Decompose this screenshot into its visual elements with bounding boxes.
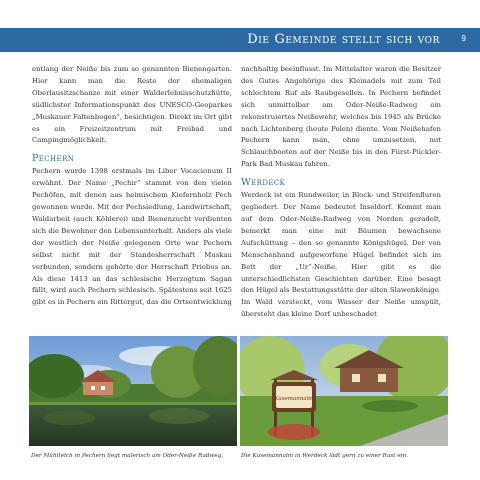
werdeck-paragraph: Werdeck ist ein Rundweiler, in Block- und Streifenfluren gegliedert. Der Name bedeutet Inseldorf. Kommt man auf dem Oder-Neiße-Radweg von Norden geradelt, bemerkt man eine mit Bäumen bewachsene Aufschüttung – den so genannte Königshügel. Der von Menschenhand aufgeworfene Hügel befindet sich im Bett der „Ur“-Neiße. Hier gibt es die unterschiedlichsten Geschichten darüber. Eine besagt den Hügel als Bestattungsstätte der alten Slawenkönige. Im Wald versteckt, vom Wasser der Neiße umspült, übersteht das kleine Dorf unbeschadet [241,191,441,319]
chapter-title: Die Gemeinde stellt sich vor [247,32,440,47]
sign-text: Kasemannalm [274,396,314,402]
pechern-paragraph: Pechern wurde 1398 erstmals im Liber Vocacionum II erwähnt. Der Name „Pechir“ stammt von den vielen Pechöfen, mit denen aus heimischem Kiefernholz Pech gewonnen wurde. Mit der Pechsiedlung, Landwirtschaft, Waldarbeit (auch Köhlerei) und Bienenzucht verdienten sich die Bewohner den Lebensunterhalt. Anders als viele der westlich der Neiße gelegenen Orte war Pechern selbst nicht mit der Standesherrschaft Muskau verbunden, sondern gehörte der Herrschaft Priebus an. Als diese 1413 an das schlesische Herzogtum Sagan fällt, wird auch Pechern schlesisch. Spätestens seit 1625 gibt es in Pechern ein Rittergut, das die Ortsentwicklung [32,167,232,307]
right-photo-caption: Die Kasemannalm in Werdeck lädt gern zu einer Rast ein. [241,453,409,459]
right-column [241,64,441,321]
right-intro-paragraph: nachhaltig beeinflusst. Im Mittelalter waren die Besitzer des Gutes Angehörige des Kleinadels mit zum Teil schlechtem Ruf als Raubgesellen. In Pechern befindet sich unmittelbar am Oder-Neiße-Radweg ein rekonstruiertes Neißewehr, welches bis 1945 als Brücke nach Lichtenberg (heute Polen) diente. Vom Neißehafen Pechern kann man, ohne umzusetzen, mit Schlauchbooten auf der Neiße bis in den Fürst-Pückler-Park Bad Muskau fahren. [241,65,441,169]
header-bar [0,28,480,52]
page-number: 9 [461,34,466,43]
left-photo-caption: Der Mühlteich in Pechern liegt malerisch am Oder-Neiße Radweg. [31,453,224,459]
left-intro-paragraph: entlang der Neiße bis zum so genannten Bienengarten. Hier kann man die Reste der ehemaligen Oberlausitzschanze mit einer Walderlebnisschutzhütte, südlichster Informationspunkt des UNESCO-Geoparkes „Muskauer Faltenbogen“, besichtigen. Direkt im Ort gibt es ein Freizeitzentrum mit Freibad und Campingmöglichkeit. [32,65,232,145]
left-column [32,64,232,309]
section-heading-werdeck: Werdeck [241,177,286,189]
mill-pond-photo [29,336,237,446]
kasemannalm-photo [240,336,448,446]
section-heading-pechern: Pechern [32,153,75,165]
